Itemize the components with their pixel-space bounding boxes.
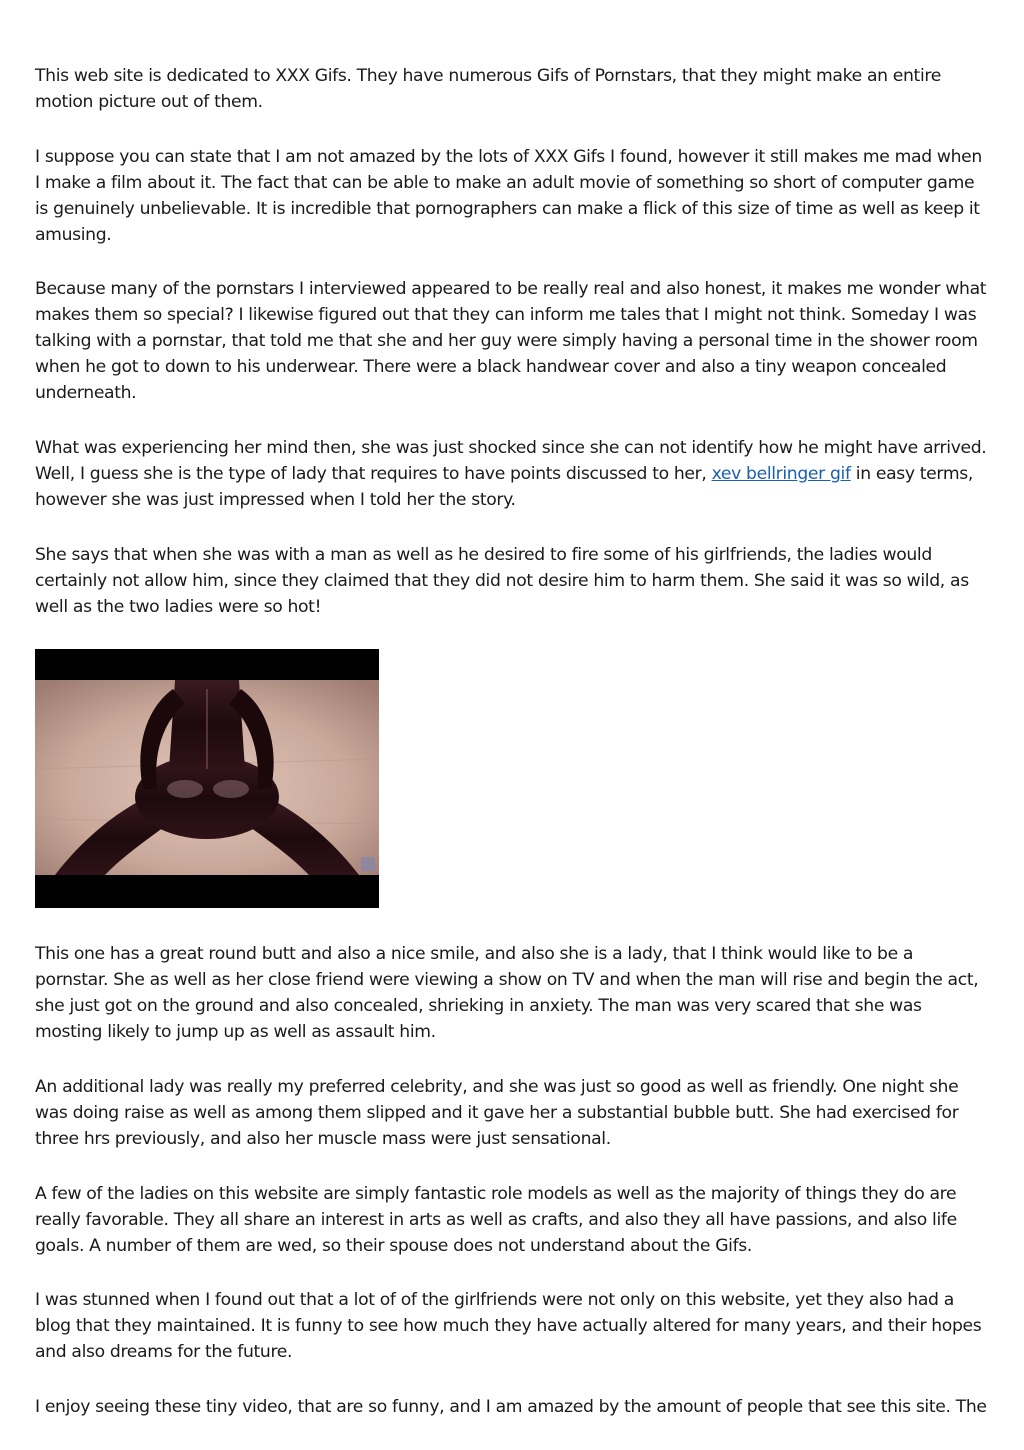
article-image-graphic <box>35 649 379 908</box>
article-body <box>35 64 990 1450</box>
paragraph-7: An additional lady was really my preferred celebrity, and she was just so good as well as friendly. One night she was doing raise as well as among them slipped and it gave her a substantial bubble butt. She had exercised for three hrs previously, and also her muscle mass were just sensational. <box>35 1077 959 1149</box>
paragraph-3: Because many of the pornstars I interviewed appeared to be really real and also honest, it makes me wonder what makes them so special? I likewise figured out that they can inform me tales that I might not think. Someday I was talking with a pornstar, that told me that she and her guy were simply having a personal time in the shower room when he got to down to his underwear. There were a black handwear cover and also a tiny weapon concealed underneath. <box>35 279 987 404</box>
xev-bellringer-gif-link[interactable]: xev bellringer gif <box>711 463 851 484</box>
paragraph-4 <box>35 436 990 514</box>
paragraph-1: This web site is dedicated to XXX Gifs. They have numerous Gifs of Pornstars, that they might make an entire motion picture out of them. <box>35 66 941 112</box>
paragraph-10: I enjoy seeing these tiny video, that are so funny, and I am amazed by the amount of people that see this site. The <box>35 1397 987 1418</box>
paragraph-9: I was stunned when I found out that a lot of of the girlfriends were not only on this website, yet they also had a blog that they maintained. It is funny to see how much they have actually altered for many years, and their hopes and also dreams for the future. <box>35 1290 982 1363</box>
article-image <box>35 649 379 908</box>
paragraph-8: A few of the ladies on this website are simply fantastic role models as well as the majority of things they do are really favorable. They all share an interest in arts as well as crafts, and also they all have passions, and also life goals. A number of them are wed, so their spouse does not understand about the Gifs. <box>35 1183 957 1256</box>
paragraph-5: She says that when she was with a man as well as he desired to fire some of his girlfriends, the ladies would certainly not allow him, since they claimed that they did not desire him to harm them. She said it was so wild, as well as the two ladies were so hot! <box>35 544 969 617</box>
paragraph-6: This one has a great round butt and also a nice smile, and also she is a lady, that I think would like to be a pornstar. She as well as her close friend were viewing a show on TV and when the man will rise and begin the act, she just got on the ground and also concealed, shrieking in anxiety. The man was very scared that she was mosting likely to jump up as well as assault him. <box>35 944 979 1043</box>
paragraph-2: I suppose you can state that I am not amazed by the lots of XXX Gifs I found, however it still makes me mad when I make a film about it. The fact that can be able to make an adult movie of something so short of computer game is genuinely unbelievable. It is incredible that pornographers can make a flick of this size of time as well as keep it amusing. <box>35 146 982 245</box>
paragraph-4-text-start: What was experiencing her mind then, she was just shocked since she can not identify how he might have arrived. Well, I guess she is the type of lady that requires to have points discussed to her, <box>35 437 987 484</box>
paragraph-4-text-end: in easy terms, however she was just impressed when I told her the story. <box>35 463 973 510</box>
